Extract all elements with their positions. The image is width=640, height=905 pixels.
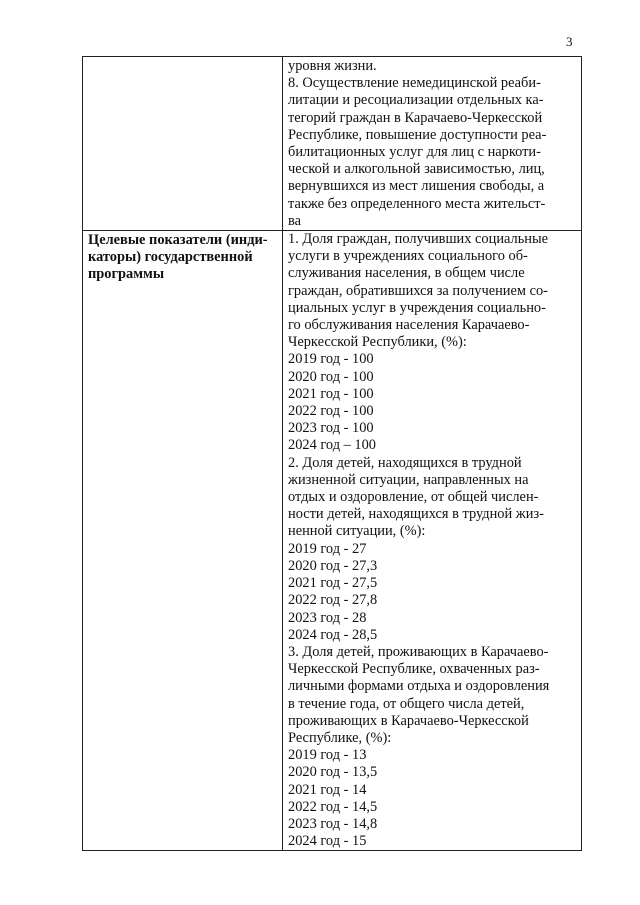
text-line: также без определенного места жительст- <box>288 195 546 212</box>
text-line: 2022 год - 100 <box>288 403 374 420</box>
text-line: 2023 год - 14,8 <box>288 815 378 832</box>
text-line: 3. Доля детей, проживающих в Карачаево- <box>288 643 549 660</box>
text-line: 2020 год - 27,3 <box>288 557 378 574</box>
text-line: услуги в учреждениях социального об- <box>288 248 528 265</box>
text-line: Республике, (%): <box>288 729 392 746</box>
text-line: 2024 год – 100 <box>288 437 377 454</box>
text-line: го обслуживания населения Карачаево- <box>288 317 530 334</box>
text-line: 2019 год - 13 <box>288 747 367 764</box>
text-line: вернувшихся из мест лишения свободы, а <box>288 178 545 195</box>
text-line: тегорий граждан в Карачаево-Черкесской <box>288 109 543 126</box>
text-line: личными формами отдыха и оздоровления <box>288 678 550 695</box>
text-line: 2022 год - 14,5 <box>288 798 378 815</box>
text-line: Черкесской Республики, (%): <box>288 334 467 351</box>
text-line: ненной ситуации, (%): <box>288 523 426 540</box>
row-label-line: программы <box>88 266 165 283</box>
program-passport-table <box>82 56 582 851</box>
text-line: жизненной ситуации, направленных на <box>288 471 529 488</box>
text-line: 2. Доля детей, находящихся в трудной <box>288 454 522 471</box>
text-line: 2021 год - 100 <box>288 385 374 402</box>
text-line: 1. Доля граждан, получивших социальные <box>288 231 549 248</box>
text-line: уровня жизни. <box>288 58 377 74</box>
row-label-line: каторы) государственной <box>88 249 253 266</box>
text-line: 2024 год - 28,5 <box>288 626 378 643</box>
text-line: 2024 год - 15 <box>288 833 367 850</box>
row-content-cell <box>283 231 582 851</box>
row-label-cell <box>83 57 283 231</box>
text-line: граждан, обратившихся за получением со- <box>288 282 548 299</box>
text-line: циальных услуг в учреждения социально- <box>288 299 546 316</box>
row-label-cell <box>83 231 283 851</box>
text-line: в течение года, от общего числа детей, <box>288 695 525 712</box>
text-line: ности детей, находящихся в трудной жиз- <box>288 506 544 523</box>
text-line: 2022 год - 27,8 <box>288 592 378 609</box>
text-line: 2019 год - 27 <box>288 540 367 557</box>
row-label-line: Целевые показатели (инди- <box>88 232 268 249</box>
text-line: 2020 год - 13,5 <box>288 764 378 781</box>
text-line: 2021 год - 14 <box>288 781 367 798</box>
text-line: Черкесской Республике, охваченных раз- <box>288 661 540 678</box>
text-line: 2021 год - 27,5 <box>288 575 378 592</box>
text-line: служивания населения, в общем числе <box>288 265 525 282</box>
text-line: 2020 год - 100 <box>288 368 374 385</box>
row-content-cell <box>283 57 582 231</box>
text-line: 2019 год - 100 <box>288 351 374 368</box>
text-line: проживающих в Карачаево-Черкесской <box>288 712 529 729</box>
text-line: билитационных услуг для лиц с наркоти- <box>288 144 541 161</box>
text-line: литации и ресоциализации отдельных ка- <box>288 92 544 109</box>
text-line: 8. Осуществление немедицинской реаби- <box>288 75 541 92</box>
table-row <box>83 231 582 851</box>
text-line: отдых и оздоровление, от общей числен- <box>288 489 539 506</box>
text-line: ческой и алкогольной зависимостью, лиц, <box>288 161 545 178</box>
text-line: Республике, повышение доступности реа- <box>288 126 547 143</box>
text-line: 2023 год - 100 <box>288 420 374 437</box>
table-row <box>83 57 582 231</box>
text-line: 2023 год - 28 <box>288 609 367 626</box>
page-number: 3 <box>566 34 573 49</box>
text-line: ва <box>288 212 301 229</box>
